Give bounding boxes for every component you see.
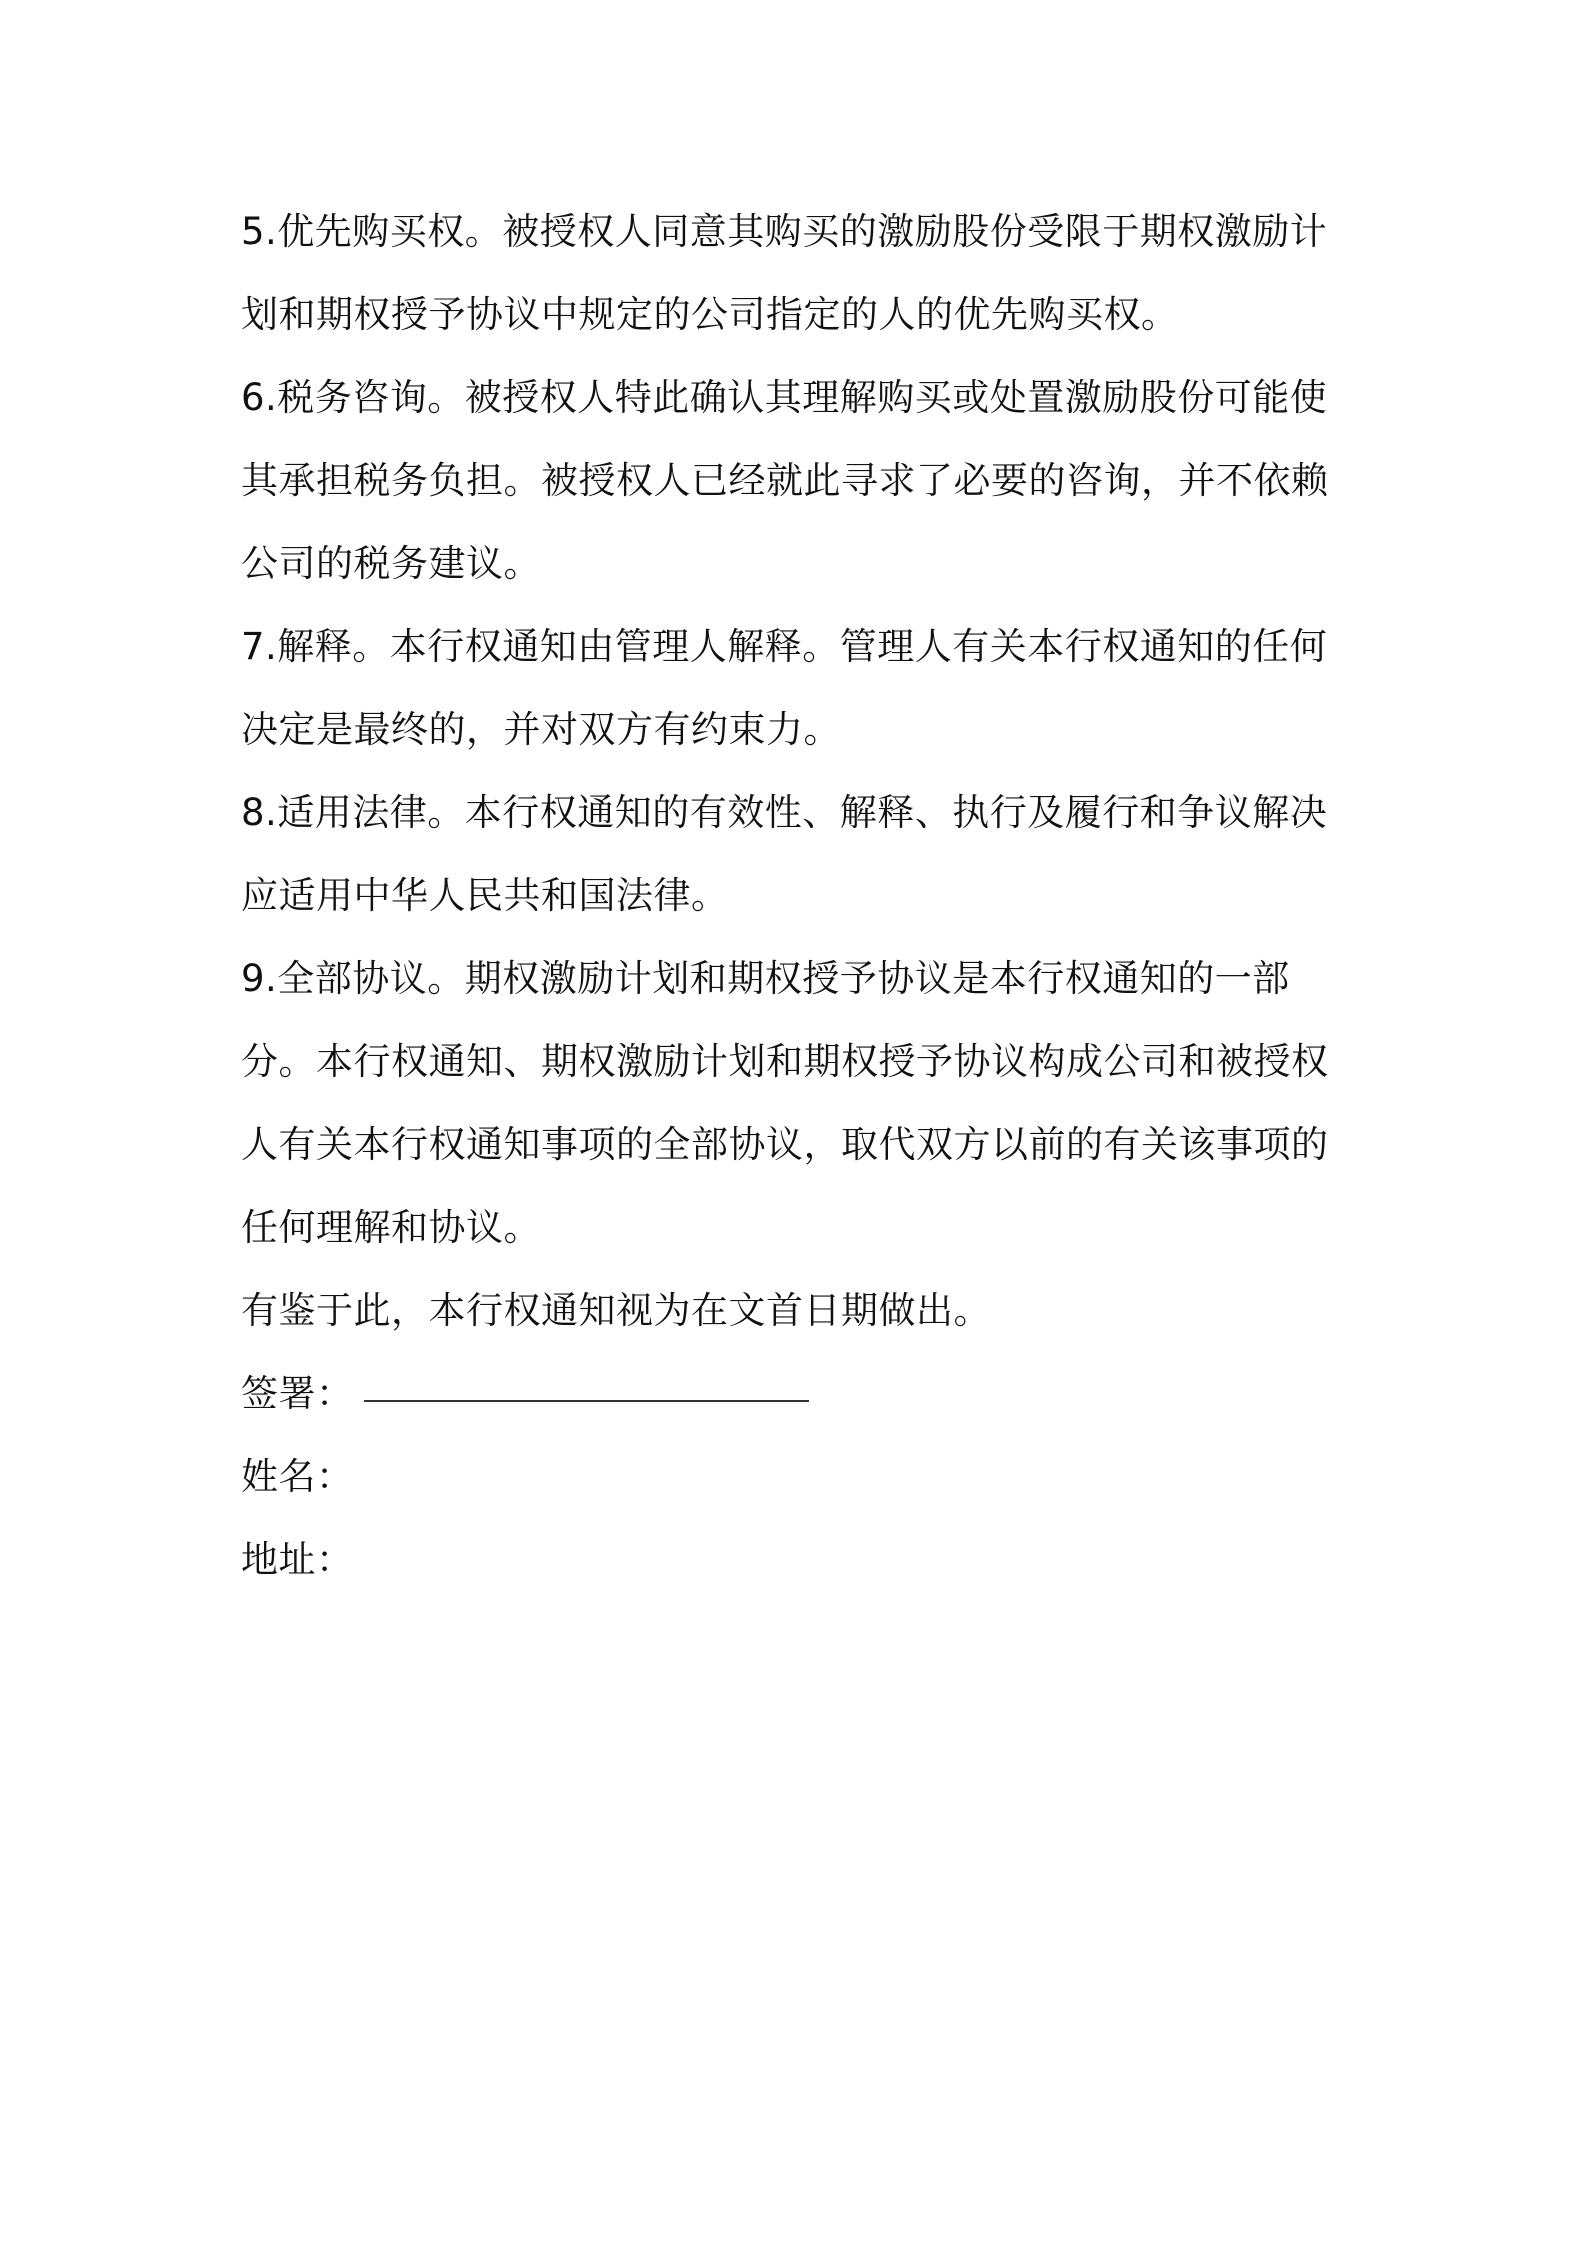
name-label: 姓名： bbox=[241, 1455, 354, 1498]
clause-6-line-3: 公司的税务建议。 bbox=[241, 542, 541, 585]
clause-9-line-3: 人有关本行权通知事项的全部协议，取代双方以前的有关该事项的 bbox=[241, 1123, 1329, 1166]
clause-5-line-1: 5.优先购买权。被授权人同意其购买的激励股份受限于期权激励计 bbox=[241, 210, 1328, 253]
clause-5-line-2: 划和期权授予协议中规定的公司指定的人的优先购买权。 bbox=[241, 293, 1179, 336]
signature-row bbox=[241, 1352, 1341, 1435]
witness-statement: 有鉴于此，本行权通知视为在文首日期做出。 bbox=[241, 1289, 991, 1332]
clause-6-line-2: 其承担税务负担。被授权人已经就此寻求了必要的咨询，并不依赖 bbox=[241, 459, 1329, 502]
clause-6-line-1: 6.税务咨询。被授权人特此确认其理解购买或处置激励股份可能使 bbox=[241, 376, 1328, 419]
clause-9-line-4: 任何理解和协议。 bbox=[241, 1206, 541, 1249]
clause-8-line-2: 应适用中华人民共和国法律。 bbox=[241, 874, 729, 917]
signature-label: 签署： bbox=[241, 1372, 354, 1415]
document-body bbox=[241, 190, 1341, 1601]
clause-9-line-1: 9.全部协议。期权激励计划和期权授予协议是本行权通知的一部 bbox=[241, 957, 1290, 1000]
clause-8-line-1: 8.适用法律。本行权通知的有效性、解释、执行及履行和争议解决 bbox=[241, 791, 1328, 834]
signature-blank-line bbox=[364, 1400, 809, 1402]
clause-9-line-2: 分。本行权通知、期权激励计划和期权授予协议构成公司和被授权 bbox=[241, 1040, 1329, 1083]
address-label: 地址： bbox=[241, 1538, 354, 1581]
clause-7-line-1: 7.解释。本行权通知由管理人解释。管理人有关本行权通知的任何 bbox=[241, 625, 1328, 668]
clause-7-line-2: 决定是最终的，并对双方有约束力。 bbox=[241, 708, 841, 751]
